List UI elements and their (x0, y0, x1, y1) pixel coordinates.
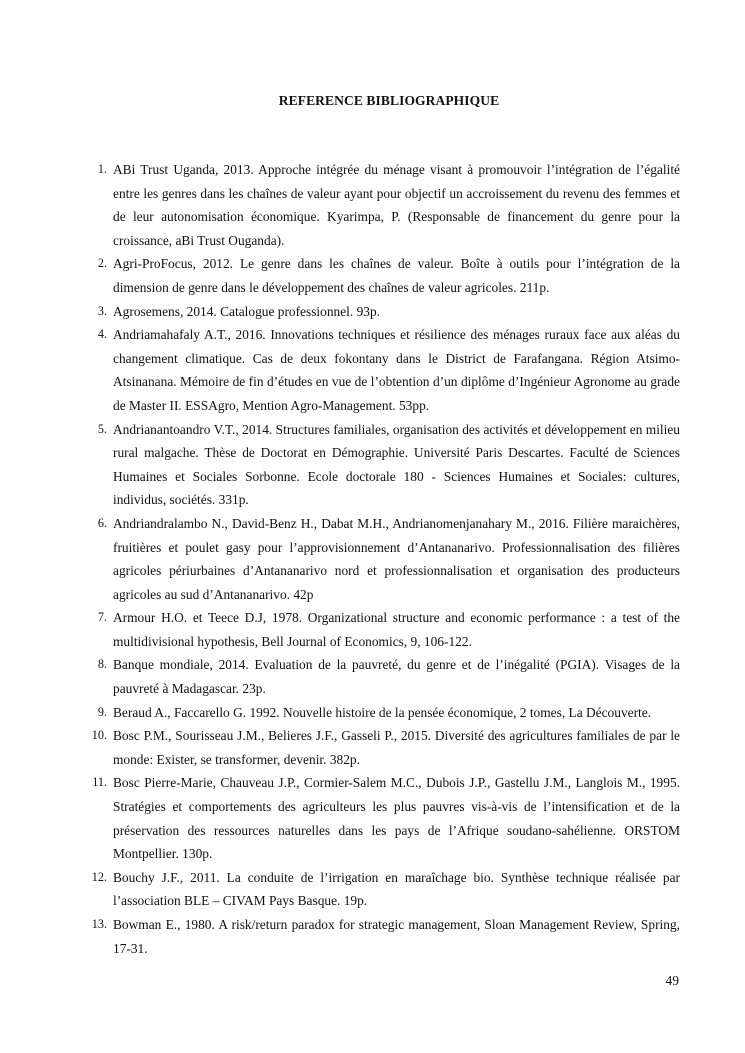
reference-item (97, 300, 680, 324)
reference-number: 2. (97, 256, 107, 271)
reference-number: 13. (91, 917, 107, 931)
reference-text: Banque mondiale, 2014. Evaluation de la pauvreté, du genre et de l’inégalité (PGIA). Visages de la pauvreté à Madagascar. 23p. (113, 657, 680, 697)
reference-item (97, 158, 680, 252)
page-title: REFERENCE BIBLIOGRAPHIQUE (278, 93, 500, 108)
reference-item (97, 606, 680, 653)
reference-text: Andriandralambo N., David-Benz H., Dabat M.H., Andrianomenjanahary M., 2016. Filière maraichères, fruitières et poulet gasy pour l’approvisionnement d’Antananarivo. Professionnalisation des filières agricoles périurbaines d’Antananarivo nord et professionnalisation et organisation des producteurs agricoles au sud d’Antananarivo. 42p (113, 515, 680, 602)
reference-text: Bosc P.M., Sourisseau J.M., Belieres J.F., Gasseli P., 2015. Diversité des agricultures familiales de par le monde: Exister, se transformer, devenir. 382p. (113, 728, 680, 767)
reference-text: Andriamahafaly A.T., 2016. Innovations techniques et résilience des ménages ruraux face aux aléas du changement climatique. Cas de deux fokontany dans le District de Farafangana. Région Atsimo-Atsinanana. Mémoire de fin d’études en vue de l’obtention d’un diplôme d’Ingénieur Agronome au grade de Master II. ESSAgro, Mention Agro-Management. 53pp. (113, 327, 680, 413)
reference-text: Andrianantoandro V.T., 2014. Structures familiales, organisation des activités et développement en milieu rural malgache. Thèse de Doctorat en Démographie. Université Paris Descartes. Faculté de Sciences Humaines et Sociales Sorbonne. Ecole doctorale 180 - Sciences Humaines et Sociales: cultures, individus, sociétés. 331p. (113, 421, 680, 508)
reference-item (91, 866, 680, 913)
reference-number: 8. (97, 657, 107, 672)
reference-number: 9. (97, 704, 107, 719)
reference-item (97, 418, 680, 512)
reference-number: 11. (92, 775, 107, 790)
reference-item (92, 771, 680, 865)
reference-number: 10. (91, 728, 107, 743)
reference-number: 1. (97, 162, 107, 176)
reference-number: 12. (91, 869, 107, 884)
reference-text: ABi Trust Uganda, 2013. Approche intégrée du ménage visant à promouvoir l’intégration de l’égalité entre les genres dans les chaînes de valeur ayant pour objectif un accroissement du revenu des femmes et de leur autonomisation économique. Kyarimpa, P. (Responsable de financement du genre pour la croissance, aBi Trust Ouganda). (113, 162, 680, 248)
reference-text: Agrosemens, 2014. Catalogue professionnel. 93p. (113, 303, 381, 319)
reference-item (97, 701, 680, 725)
reference-text: Bosc Pierre-Marie, Chauveau J.P., Cormier-Salem M.C., Dubois J.P., Gastellu J.M., Langlois M., 1995. Stratégies et comportements des agriculteurs les plus pauvres vis-à-vis de l’intensification et de la préservation des ressources naturelles dans les pays de l’Afrique soudano-sahélienne. ORSTOM Montpellier. 130p. (113, 775, 680, 862)
reference-number: 4. (97, 327, 107, 342)
reference-text: Beraud A., Faccarello G. 1992. Nouvelle histoire de la pensée économique, 2 tomes, La Découverte. (113, 704, 652, 720)
reference-number: 6. (97, 515, 107, 530)
reference-item (97, 653, 680, 700)
reference-list (91, 158, 680, 960)
reference-number: 5. (97, 421, 107, 436)
reference-item (91, 913, 680, 960)
page-number: 49 (665, 973, 679, 988)
reference-text: Agri-ProFocus, 2012. Le genre dans les chaînes de valeur. Boîte à outils pour l’intégration de la dimension de genre dans le développement des chaînes de valeur agricoles. 211p. (113, 256, 680, 295)
reference-item (91, 724, 680, 771)
reference-text: Bouchy J.F., 2011. La conduite de l’irrigation en maraîchage bio. Synthèse technique réalisée par l’association BLE – CIVAM Pays Basque. 19p. (113, 869, 680, 909)
reference-number: 7. (97, 610, 107, 625)
reference-text: Armour H.O. et Teece D.J, 1978. Organizational structure and economic performance : a test of the multidivisional hypothesis, Bell Journal of Economics, 9, 106-122. (113, 610, 680, 649)
reference-text: Bowman E., 1980. A risk/return paradox for strategic management, Sloan Management Review, Spring, 17-31. (113, 917, 680, 956)
reference-item (97, 512, 680, 606)
reference-item (97, 323, 680, 417)
reference-number: 3. (97, 303, 107, 318)
reference-item (97, 252, 680, 299)
